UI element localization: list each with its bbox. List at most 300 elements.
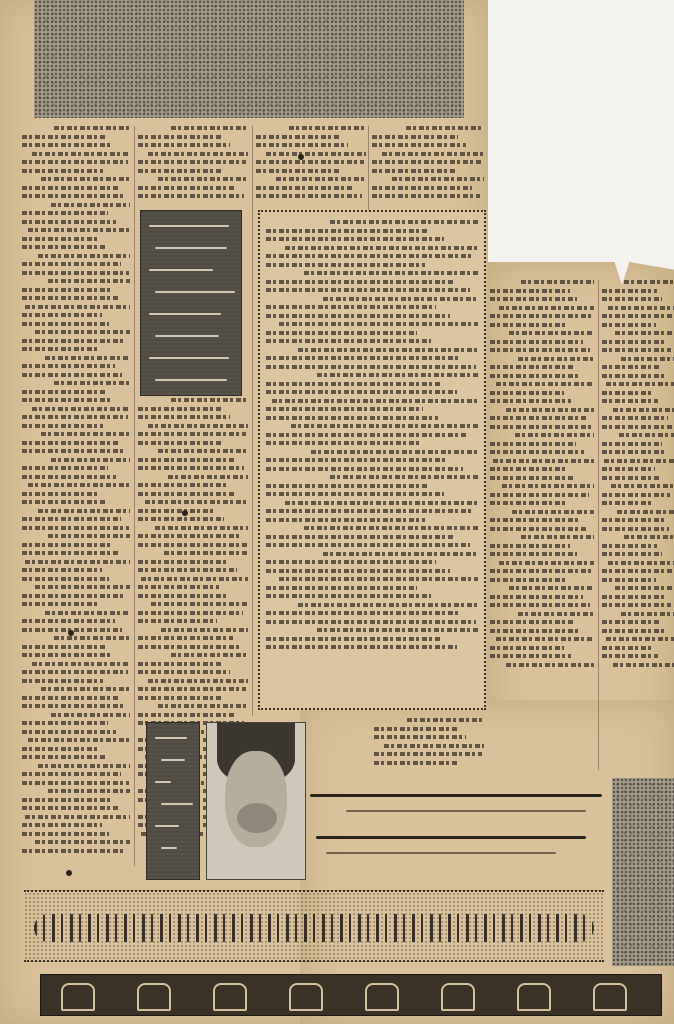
text-line xyxy=(22,186,118,190)
text-line xyxy=(372,135,458,139)
text-line xyxy=(266,620,476,624)
text-line xyxy=(384,744,484,748)
text-line xyxy=(138,619,217,623)
text-line xyxy=(22,364,115,368)
text-line xyxy=(155,526,249,530)
text-line xyxy=(266,467,463,471)
text-line xyxy=(602,348,671,352)
caption-stroke xyxy=(155,781,171,783)
text-line xyxy=(490,323,568,327)
text-line xyxy=(22,398,113,402)
text-line xyxy=(392,177,484,181)
text-line xyxy=(22,823,102,827)
top-illustration-image xyxy=(34,0,464,118)
text-line xyxy=(22,806,119,810)
text-line xyxy=(168,475,248,479)
text-line xyxy=(138,432,246,436)
text-line xyxy=(25,305,130,309)
text-line xyxy=(602,314,673,318)
text-line xyxy=(35,840,130,844)
text-line xyxy=(490,646,564,650)
text-line xyxy=(22,619,115,623)
text-column-5 xyxy=(490,280,594,671)
text-column-2-top xyxy=(138,126,248,203)
text-line xyxy=(304,271,478,275)
text-line xyxy=(22,526,129,530)
text-line xyxy=(48,534,130,538)
text-line xyxy=(138,517,224,521)
footer-ornament-icon xyxy=(137,983,171,1011)
text-line xyxy=(499,561,594,565)
bullet-dot xyxy=(68,630,74,636)
text-line xyxy=(317,628,478,632)
caption-stroke xyxy=(149,225,229,227)
text-line xyxy=(493,459,594,463)
text-line xyxy=(28,483,130,487)
text-line xyxy=(602,374,665,378)
text-line xyxy=(38,509,130,513)
text-line xyxy=(138,135,223,139)
caption-stroke xyxy=(155,335,219,337)
text-line xyxy=(138,560,229,564)
bullet-dot xyxy=(66,870,72,876)
text-line xyxy=(48,789,130,793)
caption-stroke xyxy=(155,825,179,827)
text-line xyxy=(619,433,674,437)
text-line xyxy=(32,407,130,411)
text-line xyxy=(22,543,112,547)
text-line xyxy=(521,535,594,539)
text-line xyxy=(266,152,366,156)
text-line xyxy=(148,152,248,156)
text-line xyxy=(490,425,593,429)
caption-stroke xyxy=(161,847,177,849)
text-line xyxy=(138,543,247,547)
text-line xyxy=(35,330,130,334)
footer-ornament-icon xyxy=(441,983,475,1011)
text-line xyxy=(490,595,583,599)
text-line xyxy=(490,620,573,624)
text-line xyxy=(35,585,130,589)
text-column-4 xyxy=(372,126,484,203)
text-line xyxy=(32,152,130,156)
text-line xyxy=(490,314,592,318)
text-line xyxy=(138,143,230,147)
text-line xyxy=(266,560,436,564)
text-line xyxy=(272,399,478,403)
text-line xyxy=(374,752,482,756)
text-line xyxy=(602,603,671,607)
text-line xyxy=(171,398,248,402)
text-line xyxy=(138,415,230,419)
text-line xyxy=(266,594,431,598)
text-line xyxy=(602,297,662,301)
text-line xyxy=(602,518,664,522)
text-line xyxy=(490,442,576,446)
text-line xyxy=(490,297,577,301)
text-line xyxy=(602,620,660,624)
text-line xyxy=(372,160,482,164)
text-line xyxy=(22,704,126,708)
text-line xyxy=(22,441,118,445)
text-line xyxy=(490,374,580,378)
footer-ornament-icon xyxy=(213,983,247,1011)
text-line xyxy=(602,552,662,556)
text-line xyxy=(621,357,674,361)
text-line xyxy=(22,220,116,224)
text-line xyxy=(22,594,125,598)
text-line xyxy=(374,735,466,739)
footer-ornament-icon xyxy=(365,983,399,1011)
text-line xyxy=(276,177,366,181)
text-line xyxy=(158,177,248,181)
text-line xyxy=(22,730,116,734)
portrait-photo xyxy=(206,722,306,880)
text-line xyxy=(490,603,590,607)
text-line xyxy=(613,663,674,667)
text-line xyxy=(41,432,130,436)
text-line xyxy=(266,237,444,241)
text-line xyxy=(266,339,431,343)
text-line xyxy=(22,262,121,266)
text-line xyxy=(22,492,99,496)
text-line xyxy=(138,696,221,700)
text-line xyxy=(22,194,126,198)
text-line xyxy=(602,578,656,582)
text-line xyxy=(256,143,348,147)
text-line xyxy=(51,713,130,717)
text-line xyxy=(602,544,657,548)
text-line xyxy=(490,289,570,293)
text-line xyxy=(22,475,116,479)
text-line xyxy=(266,645,457,649)
text-line xyxy=(298,348,478,352)
caption-stroke xyxy=(155,247,227,249)
text-line xyxy=(41,687,130,691)
text-line xyxy=(138,670,230,674)
text-line xyxy=(22,832,109,836)
text-line xyxy=(138,194,244,198)
text-column-3 xyxy=(256,126,366,203)
text-line xyxy=(608,561,674,565)
text-line xyxy=(602,501,654,505)
text-line xyxy=(138,713,236,717)
text-line xyxy=(256,160,364,164)
text-line xyxy=(138,441,221,445)
text-line xyxy=(266,305,436,309)
text-line xyxy=(22,373,122,377)
text-line xyxy=(22,271,129,275)
text-line xyxy=(374,727,459,731)
text-line xyxy=(490,391,564,395)
text-line xyxy=(266,441,419,445)
text-line xyxy=(138,687,246,691)
text-line xyxy=(54,126,130,130)
text-line xyxy=(22,135,105,139)
text-line xyxy=(138,492,234,496)
text-line xyxy=(509,586,594,590)
text-column-1 xyxy=(22,126,130,857)
text-line xyxy=(256,194,362,198)
text-line xyxy=(515,433,594,437)
text-line xyxy=(518,612,594,616)
text-line xyxy=(138,636,233,640)
text-line xyxy=(41,177,130,181)
text-line xyxy=(22,721,108,725)
footer-ornament-icon xyxy=(61,983,95,1011)
dark-caption-box-lower xyxy=(146,722,200,880)
text-line xyxy=(490,578,568,582)
text-line xyxy=(602,289,657,293)
text-line xyxy=(22,517,121,521)
text-line xyxy=(613,408,674,412)
text-line xyxy=(624,280,674,284)
text-line xyxy=(382,152,484,156)
text-line xyxy=(608,306,674,310)
text-line xyxy=(602,467,655,471)
text-line xyxy=(279,322,478,326)
text-line xyxy=(22,296,119,300)
text-column-6 xyxy=(602,280,674,671)
text-line xyxy=(22,245,106,249)
text-line xyxy=(266,254,474,258)
text-line xyxy=(266,263,425,267)
text-line xyxy=(330,475,478,479)
text-line xyxy=(48,279,130,283)
text-line xyxy=(602,654,658,658)
text-line xyxy=(28,738,130,742)
text-line xyxy=(407,718,484,722)
decorative-footer-band xyxy=(40,974,662,1016)
text-line xyxy=(490,416,586,420)
text-line xyxy=(38,254,130,258)
text-line xyxy=(490,399,571,403)
dark-caption-box xyxy=(140,210,242,396)
text-line xyxy=(602,493,670,497)
text-line xyxy=(323,552,478,556)
text-line xyxy=(266,611,461,615)
text-line xyxy=(138,160,246,164)
text-line xyxy=(54,636,130,640)
text-line xyxy=(266,509,474,513)
text-line xyxy=(22,160,128,164)
text-line xyxy=(311,450,478,454)
text-line xyxy=(266,390,457,394)
caption-stroke xyxy=(161,759,185,761)
boxed-article xyxy=(258,210,486,710)
text-line xyxy=(22,415,128,419)
bullet-dot xyxy=(298,154,304,160)
text-line xyxy=(266,586,417,590)
text-line xyxy=(496,637,594,641)
text-line xyxy=(22,653,113,657)
right-illustration-image xyxy=(612,778,674,966)
caption-stroke xyxy=(149,313,221,315)
text-line xyxy=(611,484,674,488)
text-line xyxy=(615,331,674,335)
text-line xyxy=(509,331,594,335)
calligraphy-banner xyxy=(24,890,604,962)
text-line xyxy=(171,653,248,657)
text-line xyxy=(496,382,594,386)
text-line xyxy=(138,458,236,462)
text-line xyxy=(372,186,472,190)
caption-stroke xyxy=(149,269,213,271)
text-line xyxy=(22,500,106,504)
text-line xyxy=(602,476,660,480)
text-line xyxy=(266,407,423,411)
text-line xyxy=(28,228,130,232)
text-line xyxy=(32,662,130,666)
text-line xyxy=(161,628,248,632)
text-line xyxy=(490,501,565,505)
text-line xyxy=(256,186,354,190)
text-line xyxy=(22,679,103,683)
text-line xyxy=(374,761,457,765)
text-line xyxy=(171,126,248,130)
text-line xyxy=(490,493,589,497)
text-line xyxy=(506,663,594,667)
text-line xyxy=(164,551,248,555)
text-line xyxy=(22,313,102,317)
text-line xyxy=(602,365,660,369)
text-line xyxy=(512,510,594,514)
text-line xyxy=(38,764,130,768)
text-line xyxy=(256,135,341,139)
text-line xyxy=(490,552,577,556)
text-line xyxy=(372,143,466,147)
text-line xyxy=(285,246,478,250)
text-line xyxy=(138,611,243,615)
text-line xyxy=(330,220,478,224)
text-line xyxy=(266,288,470,292)
text-line xyxy=(22,696,118,700)
text-line xyxy=(490,467,567,471)
text-line xyxy=(138,594,227,598)
text-line xyxy=(621,612,674,616)
text-line xyxy=(602,595,666,599)
text-line xyxy=(289,126,366,130)
text-line xyxy=(138,509,216,513)
text-line xyxy=(22,602,100,606)
text-line xyxy=(22,798,112,802)
text-line xyxy=(138,568,237,572)
text-line xyxy=(279,577,478,581)
text-line xyxy=(602,391,653,395)
text-line xyxy=(490,544,570,548)
text-line xyxy=(138,585,219,589)
text-line xyxy=(266,637,442,641)
text-line xyxy=(323,297,478,301)
text-line xyxy=(266,382,442,386)
text-line xyxy=(22,288,112,292)
text-line xyxy=(22,339,125,343)
text-line xyxy=(490,340,583,344)
bullet-dot xyxy=(182,510,188,516)
caption-stroke xyxy=(149,357,229,359)
text-line xyxy=(158,449,248,453)
text-line xyxy=(45,356,130,360)
text-line xyxy=(266,484,429,488)
text-line xyxy=(606,637,674,641)
text-line xyxy=(624,535,674,539)
text-line xyxy=(266,569,450,573)
text-line xyxy=(604,459,674,463)
text-line xyxy=(298,603,478,607)
text-line xyxy=(22,849,125,853)
text-line xyxy=(145,500,248,504)
text-line xyxy=(22,237,99,241)
text-line xyxy=(22,449,126,453)
text-line xyxy=(138,662,223,666)
text-line xyxy=(490,654,571,658)
text-line xyxy=(606,382,674,386)
text-line xyxy=(372,194,480,198)
text-line xyxy=(22,755,106,759)
text-line xyxy=(490,476,574,480)
footer-ornament-icon xyxy=(593,983,627,1011)
text-line xyxy=(138,534,239,538)
text-line xyxy=(615,586,674,590)
text-line xyxy=(266,416,438,420)
text-line xyxy=(138,483,226,487)
text-line xyxy=(138,407,223,411)
text-line xyxy=(266,535,455,539)
text-line xyxy=(22,551,119,555)
text-line xyxy=(138,186,236,190)
text-line xyxy=(521,280,594,284)
text-line xyxy=(499,306,594,310)
text-line xyxy=(317,373,478,377)
text-line xyxy=(266,433,467,437)
text-line xyxy=(490,527,587,531)
text-line xyxy=(22,211,108,215)
text-line xyxy=(22,781,129,785)
caption-stroke xyxy=(161,803,193,805)
text-line xyxy=(22,466,108,470)
text-line xyxy=(22,390,105,394)
text-line xyxy=(285,501,478,505)
caption-stroke xyxy=(155,379,227,381)
footer-ornament-icon xyxy=(289,983,323,1011)
text-line xyxy=(602,629,665,633)
text-column-7 xyxy=(374,718,484,769)
text-line xyxy=(518,357,594,361)
headline-calligraphy xyxy=(306,770,606,880)
text-line xyxy=(406,126,484,130)
text-line xyxy=(602,646,653,650)
text-line xyxy=(490,450,584,454)
text-line xyxy=(266,331,417,335)
text-line xyxy=(602,323,656,327)
caption-stroke xyxy=(155,737,187,739)
text-line xyxy=(372,169,456,173)
text-line xyxy=(602,569,673,573)
text-line xyxy=(266,229,429,233)
text-line xyxy=(602,399,658,403)
text-line xyxy=(22,577,109,581)
text-line xyxy=(22,322,109,326)
text-line xyxy=(22,670,128,674)
text-line xyxy=(138,645,240,649)
text-line xyxy=(490,518,579,522)
text-line xyxy=(266,518,425,522)
text-line xyxy=(22,143,113,147)
text-line xyxy=(602,450,667,454)
text-line xyxy=(148,679,248,683)
text-line xyxy=(22,568,102,572)
text-line xyxy=(304,526,478,530)
